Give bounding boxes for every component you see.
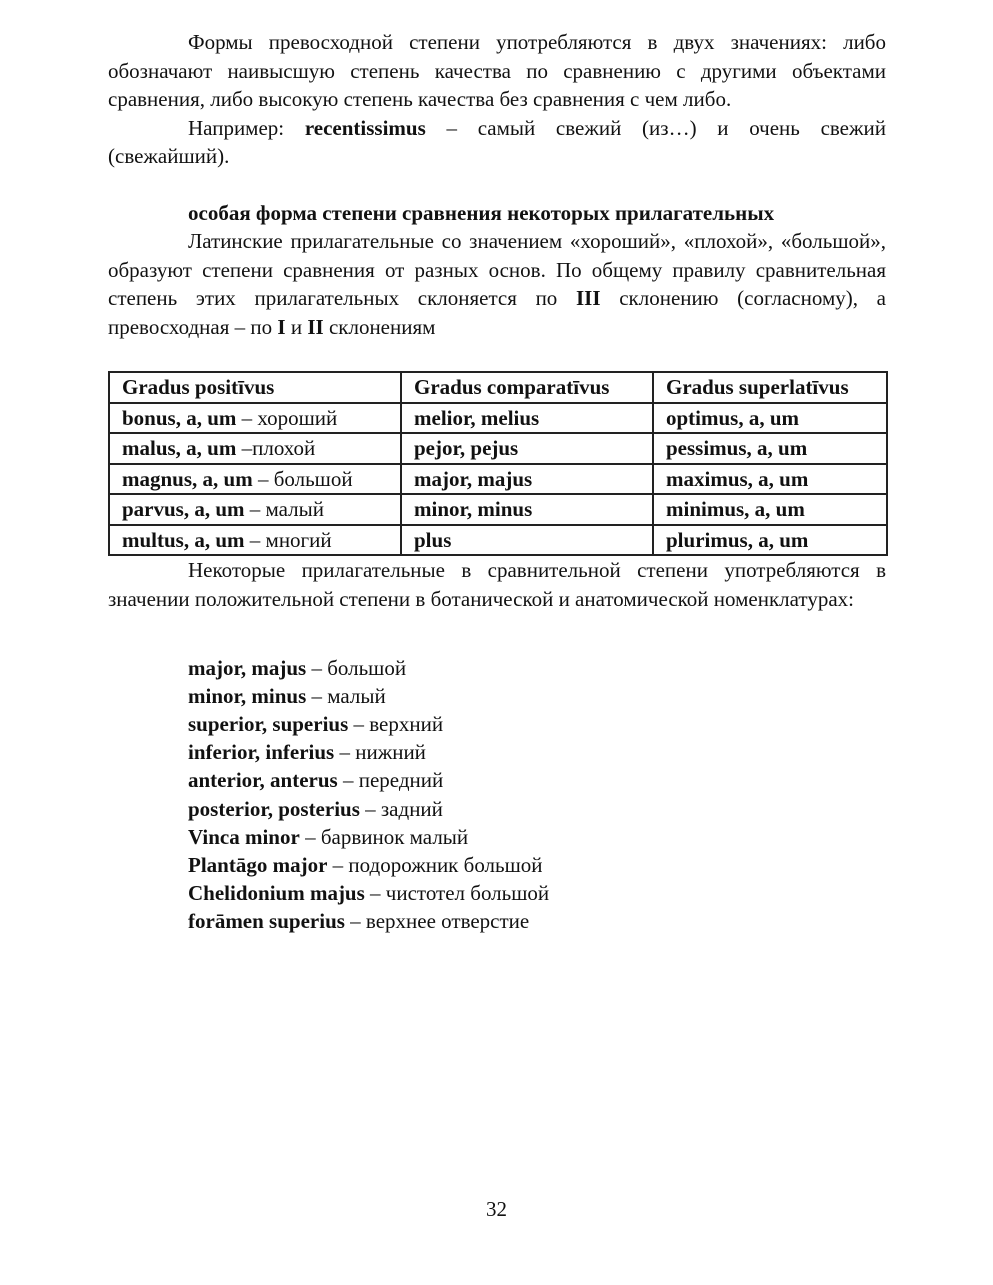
latin-adjective: bonus, a, um — [122, 405, 237, 430]
dash: – — [244, 497, 266, 522]
latin-term: posterior, posterius — [188, 796, 360, 821]
dash: – — [252, 466, 274, 491]
table-header-row — [109, 372, 887, 403]
text-span: Латинские прилагательные со значением «хороший», «плохой», «большой», образуют степени сравнения от разных основ. По общему правилу сравнительная степень этих прилагательных склоняется по — [108, 228, 886, 311]
page-content — [108, 28, 886, 936]
paragraph-irregular-comparison — [108, 227, 886, 341]
latin-term: forāmen superius — [188, 909, 345, 934]
header-comparativus: Gradus comparatīvus — [401, 372, 653, 403]
term-meaning: – верхний — [348, 711, 444, 736]
page-number: 32 — [486, 1197, 507, 1221]
table-row — [109, 464, 887, 495]
term-meaning: – подорожник большой — [327, 852, 543, 877]
cell-comparative: plus — [401, 525, 653, 556]
dash: – — [244, 527, 266, 552]
russian-meaning: плохой — [252, 436, 316, 461]
example-rest: – самый свежий (из…) и очень свежий (свежайший). — [108, 115, 886, 169]
header-superlativus: Gradus superlatīvus — [653, 372, 887, 403]
cell-comparative: pejor, pejus — [401, 433, 653, 464]
term-meaning: – передний — [337, 768, 444, 793]
example-prefix: Например: — [188, 115, 305, 140]
cell-positive — [109, 403, 401, 434]
table-row — [109, 494, 887, 525]
russian-meaning: хороший — [257, 405, 338, 430]
cell-superlative: optimus, a, um — [653, 403, 887, 434]
paragraph-after-table: Некоторые прилагательные в сравнительной степени употребляются в значении положительной степени в ботанической и анатомической номенклатурах: — [108, 558, 886, 611]
latin-adjective: multus, a, um — [122, 527, 245, 552]
list-item — [188, 795, 886, 823]
header-positivus: Gradus positīvus — [109, 372, 401, 403]
list-item — [188, 907, 886, 935]
term-meaning: – нижний — [334, 740, 426, 765]
term-meaning: – большой — [306, 655, 407, 680]
latin-term: Vinca minor — [188, 824, 300, 849]
cell-superlative: maximus, a, um — [653, 464, 887, 495]
cell-comparative: minor, minus — [401, 494, 653, 525]
dash: – — [236, 436, 253, 461]
term-meaning: – верхнее отверстие — [344, 909, 530, 934]
cell-positive — [109, 525, 401, 556]
cell-comparative: melior, melius — [401, 403, 653, 434]
list-item — [188, 710, 886, 738]
term-meaning: – задний — [359, 796, 443, 821]
list-item — [188, 654, 886, 682]
list-item — [188, 766, 886, 794]
term-meaning: – барвинок малый — [299, 824, 469, 849]
declension-numeral: II — [307, 314, 324, 339]
table-row — [109, 525, 887, 556]
example-term: recentissimus — [304, 115, 426, 140]
table-row — [109, 403, 887, 434]
russian-meaning: многий — [265, 527, 332, 552]
latin-adjective: magnus, a, um — [122, 466, 253, 491]
latin-term: Chelidonium majus — [188, 881, 365, 906]
cell-superlative: minimus, a, um — [653, 494, 887, 525]
list-item — [188, 682, 886, 710]
term-list — [108, 654, 886, 936]
comparison-table — [108, 371, 888, 556]
list-item — [188, 823, 886, 851]
latin-term: Plantāgo major — [188, 852, 328, 877]
russian-meaning: большой — [273, 466, 353, 491]
paragraph-example — [108, 114, 886, 171]
text-span: и — [285, 314, 308, 339]
latin-term: superior, superius — [188, 711, 349, 736]
cell-superlative: plurimus, a, um — [653, 525, 887, 556]
term-meaning: – малый — [306, 683, 386, 708]
list-item — [188, 851, 886, 879]
paragraph-superlative-meanings: Формы превосходной степени употребляются в двух значениях: либо обозначают наивысшую степень качества по сравнению с другими объектами сравнения, либо высокую степень качества без сравнения с чем либо. — [108, 30, 886, 112]
text-span: склонению (согласному), а превосходная – по — [108, 286, 886, 339]
latin-term: anterior, anterus — [188, 768, 338, 793]
cell-positive — [109, 494, 401, 525]
cell-positive — [109, 464, 401, 495]
list-item — [188, 879, 886, 907]
latin-term: minor, minus — [188, 683, 307, 708]
declension-numeral: I — [277, 314, 286, 339]
list-item — [188, 738, 886, 766]
russian-meaning: малый — [265, 497, 325, 522]
latin-adjective: parvus, a, um — [122, 497, 245, 522]
term-meaning: – чистотел большой — [364, 881, 550, 906]
section-heading: особая форма степени сравнения некоторых прилагательных — [188, 200, 775, 225]
latin-term: major, majus — [188, 655, 307, 680]
text-span: склонениям — [323, 314, 436, 339]
table-row — [109, 433, 887, 464]
latin-term: inferior, inferius — [188, 740, 335, 765]
dash: – — [236, 405, 258, 430]
cell-positive — [109, 433, 401, 464]
cell-superlative: pessimus, a, um — [653, 433, 887, 464]
declension-numeral: III — [576, 286, 601, 311]
latin-adjective: malus, a, um — [122, 436, 237, 461]
cell-comparative: major, majus — [401, 464, 653, 495]
